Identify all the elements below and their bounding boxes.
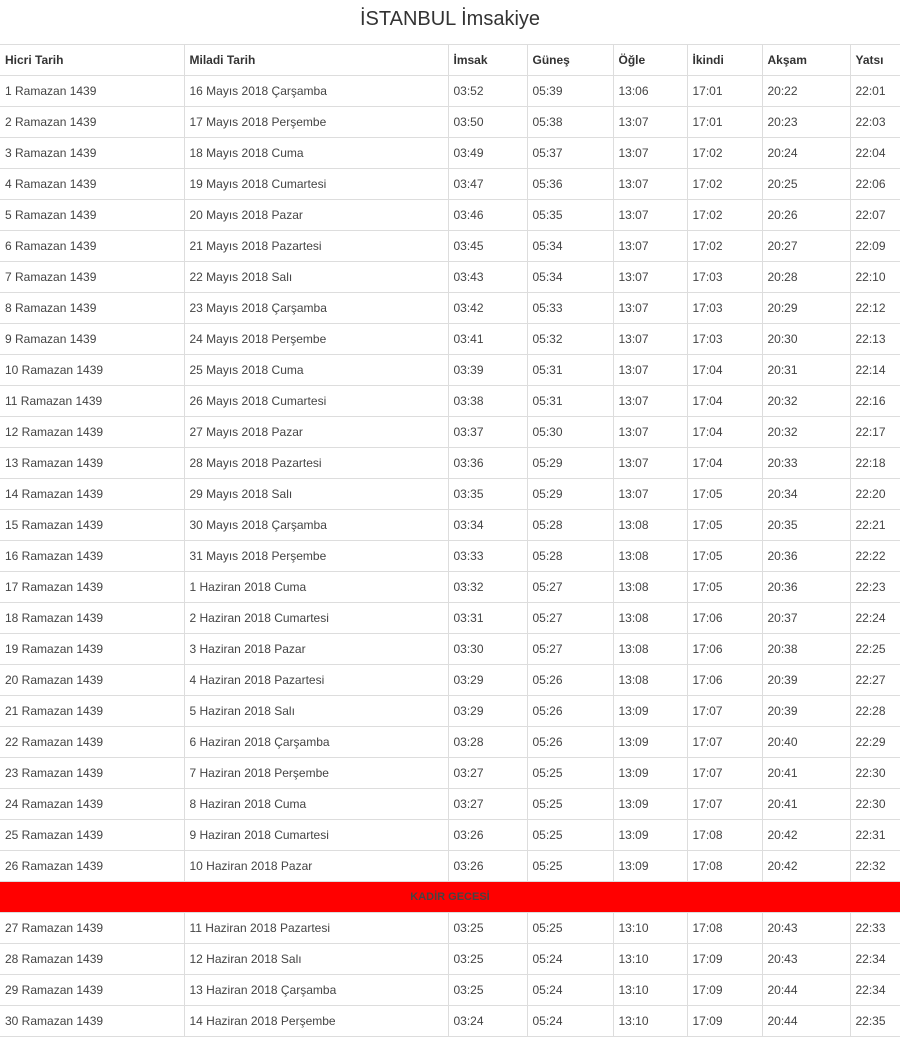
aksam-cell: 20:44 — [762, 1006, 850, 1037]
ogle-cell: 13:07 — [613, 355, 687, 386]
hicri-date-cell: 5 Ramazan 1439 — [0, 200, 184, 231]
aksam-cell: 20:24 — [762, 138, 850, 169]
yatsi-cell: 22:30 — [850, 758, 900, 789]
ikindi-cell: 17:08 — [687, 851, 762, 882]
hicri-date-cell: 16 Ramazan 1439 — [0, 541, 184, 572]
hicri-date-cell: 2 Ramazan 1439 — [0, 107, 184, 138]
hicri-date-cell: 17 Ramazan 1439 — [0, 572, 184, 603]
ikindi-cell: 17:06 — [687, 603, 762, 634]
miladi-date-cell: 9 Haziran 2018 Cumartesi — [184, 820, 448, 851]
ikindi-cell: 17:03 — [687, 324, 762, 355]
table-row — [0, 665, 900, 696]
table-row — [0, 510, 900, 541]
gunes-cell: 05:27 — [527, 603, 613, 634]
hicri-date-cell: 29 Ramazan 1439 — [0, 975, 184, 1006]
miladi-date-cell: 8 Haziran 2018 Cuma — [184, 789, 448, 820]
miladi-date-cell: 29 Mayıs 2018 Salı — [184, 479, 448, 510]
aksam-cell: 20:40 — [762, 727, 850, 758]
imsak-cell: 03:39 — [448, 355, 527, 386]
yatsi-cell: 22:04 — [850, 138, 900, 169]
table-row — [0, 1006, 900, 1037]
imsakiye-table — [0, 44, 900, 1037]
table-row — [0, 200, 900, 231]
hicri-date-cell: 18 Ramazan 1439 — [0, 603, 184, 634]
table-row — [0, 913, 900, 944]
ogle-cell: 13:07 — [613, 138, 687, 169]
table-header-row — [0, 45, 900, 76]
hicri-date-cell: 14 Ramazan 1439 — [0, 479, 184, 510]
aksam-cell: 20:26 — [762, 200, 850, 231]
yatsi-cell: 22:06 — [850, 169, 900, 200]
yatsi-cell: 22:31 — [850, 820, 900, 851]
aksam-cell: 20:35 — [762, 510, 850, 541]
table-row — [0, 758, 900, 789]
gunes-cell: 05:34 — [527, 262, 613, 293]
yatsi-cell: 22:27 — [850, 665, 900, 696]
yatsi-cell: 22:32 — [850, 851, 900, 882]
aksam-cell: 20:42 — [762, 851, 850, 882]
hicri-date-cell: 11 Ramazan 1439 — [0, 386, 184, 417]
aksam-cell: 20:22 — [762, 76, 850, 107]
kadir-gecesi-row — [0, 882, 900, 913]
yatsi-cell: 22:34 — [850, 944, 900, 975]
gunes-cell: 05:26 — [527, 696, 613, 727]
ikindi-cell: 17:03 — [687, 262, 762, 293]
hicri-date-cell: 4 Ramazan 1439 — [0, 169, 184, 200]
ikindi-cell: 17:05 — [687, 510, 762, 541]
gunes-cell: 05:29 — [527, 448, 613, 479]
table-row — [0, 572, 900, 603]
miladi-date-cell: 5 Haziran 2018 Salı — [184, 696, 448, 727]
hicri-date-cell: 26 Ramazan 1439 — [0, 851, 184, 882]
imsak-cell: 03:33 — [448, 541, 527, 572]
imsak-cell: 03:25 — [448, 975, 527, 1006]
yatsi-cell: 22:34 — [850, 975, 900, 1006]
aksam-cell: 20:31 — [762, 355, 850, 386]
aksam-cell: 20:41 — [762, 789, 850, 820]
column-header-aksam: Akşam — [762, 45, 850, 76]
yatsi-cell: 22:03 — [850, 107, 900, 138]
miladi-date-cell: 11 Haziran 2018 Pazartesi — [184, 913, 448, 944]
aksam-cell: 20:23 — [762, 107, 850, 138]
ikindi-cell: 17:04 — [687, 386, 762, 417]
imsak-cell: 03:35 — [448, 479, 527, 510]
gunes-cell: 05:31 — [527, 355, 613, 386]
ikindi-cell: 17:01 — [687, 107, 762, 138]
miladi-date-cell: 20 Mayıs 2018 Pazar — [184, 200, 448, 231]
ikindi-cell: 17:08 — [687, 913, 762, 944]
table-row — [0, 262, 900, 293]
table-body — [0, 76, 900, 1037]
hicri-date-cell: 6 Ramazan 1439 — [0, 231, 184, 262]
hicri-date-cell: 7 Ramazan 1439 — [0, 262, 184, 293]
yatsi-cell: 22:24 — [850, 603, 900, 634]
miladi-date-cell: 19 Mayıs 2018 Cumartesi — [184, 169, 448, 200]
yatsi-cell: 22:09 — [850, 231, 900, 262]
aksam-cell: 20:44 — [762, 975, 850, 1006]
ikindi-cell: 17:06 — [687, 665, 762, 696]
hicri-date-cell: 15 Ramazan 1439 — [0, 510, 184, 541]
hicri-date-cell: 1 Ramazan 1439 — [0, 76, 184, 107]
hicri-date-cell: 10 Ramazan 1439 — [0, 355, 184, 386]
imsak-cell: 03:29 — [448, 665, 527, 696]
table-row — [0, 851, 900, 882]
imsak-cell: 03:38 — [448, 386, 527, 417]
aksam-cell: 20:42 — [762, 820, 850, 851]
yatsi-cell: 22:14 — [850, 355, 900, 386]
hicri-date-cell: 28 Ramazan 1439 — [0, 944, 184, 975]
yatsi-cell: 22:07 — [850, 200, 900, 231]
ogle-cell: 13:08 — [613, 572, 687, 603]
table-row — [0, 975, 900, 1006]
imsak-cell: 03:36 — [448, 448, 527, 479]
ogle-cell: 13:07 — [613, 386, 687, 417]
aksam-cell: 20:32 — [762, 417, 850, 448]
gunes-cell: 05:24 — [527, 944, 613, 975]
gunes-cell: 05:32 — [527, 324, 613, 355]
ogle-cell: 13:07 — [613, 231, 687, 262]
column-header-ikindi: İkindi — [687, 45, 762, 76]
gunes-cell: 05:35 — [527, 200, 613, 231]
yatsi-cell: 22:29 — [850, 727, 900, 758]
ikindi-cell: 17:06 — [687, 634, 762, 665]
aksam-cell: 20:28 — [762, 262, 850, 293]
gunes-cell: 05:38 — [527, 107, 613, 138]
hicri-date-cell: 22 Ramazan 1439 — [0, 727, 184, 758]
imsak-cell: 03:45 — [448, 231, 527, 262]
miladi-date-cell: 1 Haziran 2018 Cuma — [184, 572, 448, 603]
miladi-date-cell: 26 Mayıs 2018 Cumartesi — [184, 386, 448, 417]
hicri-date-cell: 19 Ramazan 1439 — [0, 634, 184, 665]
gunes-cell: 05:27 — [527, 572, 613, 603]
yatsi-cell: 22:35 — [850, 1006, 900, 1037]
ogle-cell: 13:07 — [613, 107, 687, 138]
kadir-gecesi-label: KADİR GECESİ — [0, 882, 900, 913]
table-row — [0, 76, 900, 107]
imsak-cell: 03:37 — [448, 417, 527, 448]
miladi-date-cell: 27 Mayıs 2018 Pazar — [184, 417, 448, 448]
gunes-cell: 05:27 — [527, 634, 613, 665]
column-header-miladi: Miladi Tarih — [184, 45, 448, 76]
miladi-date-cell: 4 Haziran 2018 Pazartesi — [184, 665, 448, 696]
gunes-cell: 05:39 — [527, 76, 613, 107]
imsak-cell: 03:27 — [448, 758, 527, 789]
ikindi-cell: 17:02 — [687, 169, 762, 200]
miladi-date-cell: 14 Haziran 2018 Perşembe — [184, 1006, 448, 1037]
miladi-date-cell: 18 Mayıs 2018 Cuma — [184, 138, 448, 169]
gunes-cell: 05:24 — [527, 975, 613, 1006]
hicri-date-cell: 3 Ramazan 1439 — [0, 138, 184, 169]
miladi-date-cell: 12 Haziran 2018 Salı — [184, 944, 448, 975]
ikindi-cell: 17:02 — [687, 231, 762, 262]
gunes-cell: 05:34 — [527, 231, 613, 262]
miladi-date-cell: 3 Haziran 2018 Pazar — [184, 634, 448, 665]
page-title: İSTANBUL İmsakiye — [359, 8, 541, 30]
aksam-cell: 20:39 — [762, 696, 850, 727]
ikindi-cell: 17:05 — [687, 541, 762, 572]
aksam-cell: 20:39 — [762, 665, 850, 696]
imsak-cell: 03:50 — [448, 107, 527, 138]
aksam-cell: 20:37 — [762, 603, 850, 634]
hicri-date-cell: 8 Ramazan 1439 — [0, 293, 184, 324]
ogle-cell: 13:08 — [613, 665, 687, 696]
ikindi-cell: 17:08 — [687, 820, 762, 851]
ikindi-cell: 17:09 — [687, 975, 762, 1006]
table-row — [0, 324, 900, 355]
miladi-date-cell: 16 Mayıs 2018 Çarşamba — [184, 76, 448, 107]
column-header-gunes: Güneş — [527, 45, 613, 76]
miladi-date-cell: 24 Mayıs 2018 Perşembe — [184, 324, 448, 355]
imsak-cell: 03:32 — [448, 572, 527, 603]
aksam-cell: 20:25 — [762, 169, 850, 200]
miladi-date-cell: 7 Haziran 2018 Perşembe — [184, 758, 448, 789]
yatsi-cell: 22:16 — [850, 386, 900, 417]
table-row — [0, 696, 900, 727]
ogle-cell: 13:07 — [613, 324, 687, 355]
hicri-date-cell: 25 Ramazan 1439 — [0, 820, 184, 851]
hicri-date-cell: 12 Ramazan 1439 — [0, 417, 184, 448]
imsak-cell: 03:26 — [448, 820, 527, 851]
gunes-cell: 05:28 — [527, 510, 613, 541]
imsak-cell: 03:30 — [448, 634, 527, 665]
miladi-date-cell: 10 Haziran 2018 Pazar — [184, 851, 448, 882]
ogle-cell: 13:10 — [613, 944, 687, 975]
gunes-cell: 05:26 — [527, 727, 613, 758]
aksam-cell: 20:32 — [762, 386, 850, 417]
imsak-cell: 03:46 — [448, 200, 527, 231]
yatsi-cell: 22:12 — [850, 293, 900, 324]
ogle-cell: 13:10 — [613, 1006, 687, 1037]
aksam-cell: 20:36 — [762, 572, 850, 603]
yatsi-cell: 22:13 — [850, 324, 900, 355]
table-row — [0, 789, 900, 820]
table-row — [0, 541, 900, 572]
yatsi-cell: 22:23 — [850, 572, 900, 603]
table-row — [0, 479, 900, 510]
miladi-date-cell: 28 Mayıs 2018 Pazartesi — [184, 448, 448, 479]
gunes-cell: 05:31 — [527, 386, 613, 417]
yatsi-cell: 22:25 — [850, 634, 900, 665]
imsak-cell: 03:52 — [448, 76, 527, 107]
ogle-cell: 13:08 — [613, 603, 687, 634]
imsak-cell: 03:34 — [448, 510, 527, 541]
gunes-cell: 05:30 — [527, 417, 613, 448]
gunes-cell: 05:25 — [527, 758, 613, 789]
miladi-date-cell: 25 Mayıs 2018 Cuma — [184, 355, 448, 386]
ogle-cell: 13:08 — [613, 541, 687, 572]
table-row — [0, 417, 900, 448]
table-row — [0, 138, 900, 169]
hicri-date-cell: 27 Ramazan 1439 — [0, 913, 184, 944]
aksam-cell: 20:43 — [762, 913, 850, 944]
hicri-date-cell: 30 Ramazan 1439 — [0, 1006, 184, 1037]
column-header-yatsi: Yatsı — [850, 45, 900, 76]
aksam-cell: 20:30 — [762, 324, 850, 355]
ikindi-cell: 17:07 — [687, 789, 762, 820]
gunes-cell: 05:33 — [527, 293, 613, 324]
aksam-cell: 20:34 — [762, 479, 850, 510]
table-row — [0, 293, 900, 324]
table-row — [0, 231, 900, 262]
hicri-date-cell: 24 Ramazan 1439 — [0, 789, 184, 820]
imsak-cell: 03:47 — [448, 169, 527, 200]
gunes-cell: 05:25 — [527, 820, 613, 851]
aksam-cell: 20:41 — [762, 758, 850, 789]
ogle-cell: 13:10 — [613, 913, 687, 944]
yatsi-cell: 22:30 — [850, 789, 900, 820]
yatsi-cell: 22:33 — [850, 913, 900, 944]
gunes-cell: 05:36 — [527, 169, 613, 200]
ogle-cell: 13:07 — [613, 169, 687, 200]
ikindi-cell: 17:04 — [687, 448, 762, 479]
ikindi-cell: 17:04 — [687, 417, 762, 448]
yatsi-cell: 22:20 — [850, 479, 900, 510]
ikindi-cell: 17:03 — [687, 293, 762, 324]
gunes-cell: 05:25 — [527, 789, 613, 820]
aksam-cell: 20:43 — [762, 944, 850, 975]
ikindi-cell: 17:07 — [687, 696, 762, 727]
ogle-cell: 13:06 — [613, 76, 687, 107]
miladi-date-cell: 2 Haziran 2018 Cumartesi — [184, 603, 448, 634]
aksam-cell: 20:38 — [762, 634, 850, 665]
ogle-cell: 13:09 — [613, 758, 687, 789]
ikindi-cell: 17:05 — [687, 572, 762, 603]
yatsi-cell: 22:28 — [850, 696, 900, 727]
table-row — [0, 448, 900, 479]
ogle-cell: 13:09 — [613, 789, 687, 820]
imsak-cell: 03:24 — [448, 1006, 527, 1037]
imsak-cell: 03:43 — [448, 262, 527, 293]
miladi-date-cell: 30 Mayıs 2018 Çarşamba — [184, 510, 448, 541]
imsak-cell: 03:41 — [448, 324, 527, 355]
ikindi-cell: 17:09 — [687, 1006, 762, 1037]
miladi-date-cell: 17 Mayıs 2018 Perşembe — [184, 107, 448, 138]
miladi-date-cell: 6 Haziran 2018 Çarşamba — [184, 727, 448, 758]
table-row — [0, 107, 900, 138]
gunes-cell: 05:29 — [527, 479, 613, 510]
yatsi-cell: 22:17 — [850, 417, 900, 448]
table-row — [0, 386, 900, 417]
column-header-imsak: İmsak — [448, 45, 527, 76]
hicri-date-cell: 9 Ramazan 1439 — [0, 324, 184, 355]
hicri-date-cell: 20 Ramazan 1439 — [0, 665, 184, 696]
imsak-cell: 03:28 — [448, 727, 527, 758]
gunes-cell: 05:28 — [527, 541, 613, 572]
hicri-date-cell: 13 Ramazan 1439 — [0, 448, 184, 479]
table-row — [0, 603, 900, 634]
ogle-cell: 13:09 — [613, 727, 687, 758]
miladi-date-cell: 13 Haziran 2018 Çarşamba — [184, 975, 448, 1006]
imsak-cell: 03:25 — [448, 913, 527, 944]
yatsi-cell: 22:18 — [850, 448, 900, 479]
aksam-cell: 20:29 — [762, 293, 850, 324]
yatsi-cell: 22:01 — [850, 76, 900, 107]
imsak-cell: 03:31 — [448, 603, 527, 634]
miladi-date-cell: 21 Mayıs 2018 Pazartesi — [184, 231, 448, 262]
table-row — [0, 727, 900, 758]
hicri-date-cell: 21 Ramazan 1439 — [0, 696, 184, 727]
gunes-cell: 05:25 — [527, 913, 613, 944]
ogle-cell: 13:09 — [613, 820, 687, 851]
imsak-cell: 03:25 — [448, 944, 527, 975]
ogle-cell: 13:08 — [613, 510, 687, 541]
ogle-cell: 13:09 — [613, 851, 687, 882]
gunes-cell: 05:25 — [527, 851, 613, 882]
imsak-cell: 03:49 — [448, 138, 527, 169]
gunes-cell: 05:26 — [527, 665, 613, 696]
column-header-ogle: Öğle — [613, 45, 687, 76]
table-row — [0, 634, 900, 665]
ogle-cell: 13:09 — [613, 696, 687, 727]
imsak-cell: 03:27 — [448, 789, 527, 820]
table-row — [0, 169, 900, 200]
ogle-cell: 13:07 — [613, 448, 687, 479]
ogle-cell: 13:07 — [613, 417, 687, 448]
miladi-date-cell: 31 Mayıs 2018 Perşembe — [184, 541, 448, 572]
imsak-cell: 03:29 — [448, 696, 527, 727]
ogle-cell: 13:07 — [613, 479, 687, 510]
ikindi-cell: 17:07 — [687, 727, 762, 758]
gunes-cell: 05:37 — [527, 138, 613, 169]
aksam-cell: 20:33 — [762, 448, 850, 479]
aksam-cell: 20:36 — [762, 541, 850, 572]
hicri-date-cell: 23 Ramazan 1439 — [0, 758, 184, 789]
ogle-cell: 13:10 — [613, 975, 687, 1006]
column-header-hicri: Hicri Tarih — [0, 45, 184, 76]
ogle-cell: 13:08 — [613, 634, 687, 665]
ikindi-cell: 17:05 — [687, 479, 762, 510]
ikindi-cell: 17:09 — [687, 944, 762, 975]
table-row — [0, 820, 900, 851]
table-row — [0, 944, 900, 975]
yatsi-cell: 22:22 — [850, 541, 900, 572]
yatsi-cell: 22:10 — [850, 262, 900, 293]
gunes-cell: 05:24 — [527, 1006, 613, 1037]
miladi-date-cell: 23 Mayıs 2018 Çarşamba — [184, 293, 448, 324]
ogle-cell: 13:07 — [613, 262, 687, 293]
ikindi-cell: 17:01 — [687, 76, 762, 107]
imsak-cell: 03:26 — [448, 851, 527, 882]
table-row — [0, 355, 900, 386]
miladi-date-cell: 22 Mayıs 2018 Salı — [184, 262, 448, 293]
ogle-cell: 13:07 — [613, 200, 687, 231]
imsak-cell: 03:42 — [448, 293, 527, 324]
yatsi-cell: 22:21 — [850, 510, 900, 541]
ikindi-cell: 17:07 — [687, 758, 762, 789]
ikindi-cell: 17:04 — [687, 355, 762, 386]
ikindi-cell: 17:02 — [687, 200, 762, 231]
aksam-cell: 20:27 — [762, 231, 850, 262]
ikindi-cell: 17:02 — [687, 138, 762, 169]
ogle-cell: 13:07 — [613, 293, 687, 324]
